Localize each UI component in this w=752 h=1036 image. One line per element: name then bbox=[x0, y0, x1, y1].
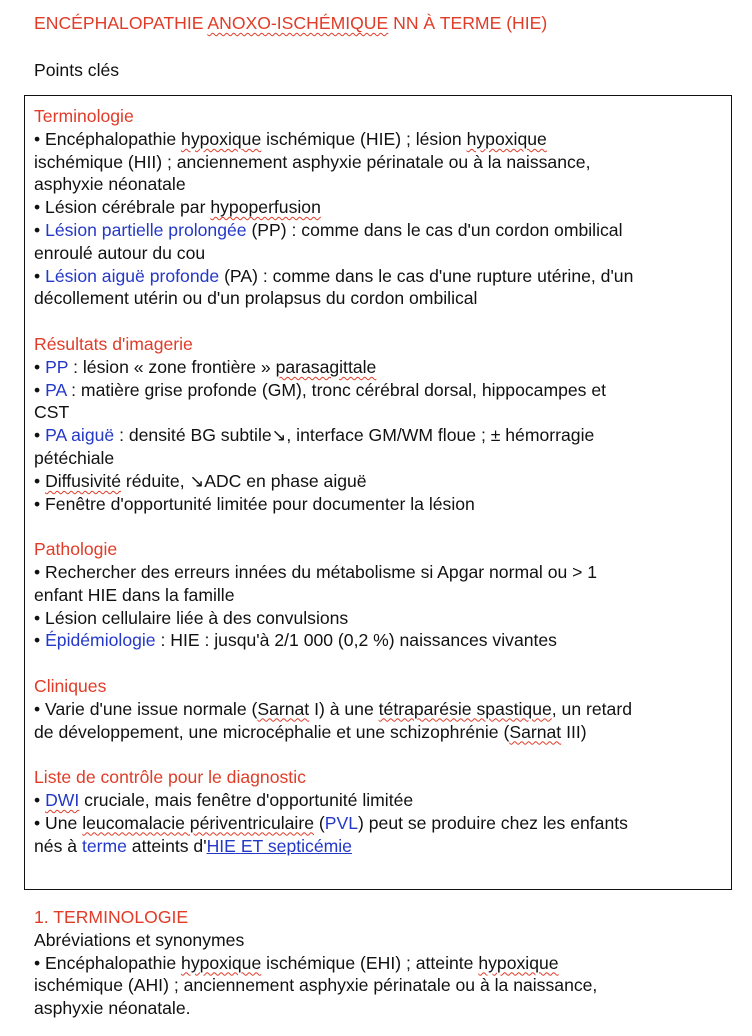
highlight-term: Lésion aiguë profonde bbox=[45, 265, 220, 286]
text-span: • bbox=[34, 265, 46, 286]
text-span: • bbox=[34, 379, 46, 400]
list-item bbox=[34, 629, 724, 652]
text-span: Diffusivité bbox=[45, 470, 122, 491]
highlight-term: PA bbox=[45, 379, 67, 400]
text-span: (PA) : comme dans le cas d'une rupture utérine, d'un bbox=[219, 265, 634, 286]
text-span: réduite, ↘ADC en phase aiguë bbox=[121, 470, 367, 491]
text-span: Sarnat bbox=[509, 721, 562, 742]
text-line: décollement utérin ou d'un prolapsus du cordon ombilical bbox=[34, 288, 478, 309]
highlight-term: Lésion partielle prolongée bbox=[45, 219, 247, 240]
key-points-box bbox=[24, 95, 732, 890]
text-span: hypoxique bbox=[478, 952, 559, 973]
text-line bbox=[34, 835, 724, 858]
et-link[interactable]: ET bbox=[240, 835, 263, 856]
text-line: CST bbox=[34, 402, 70, 423]
text-span: de développement, une microcéphalie et une schizophrénie ( bbox=[34, 721, 510, 742]
text-span: • bbox=[34, 470, 46, 491]
septicemie-link[interactable]: septicémie bbox=[262, 835, 352, 856]
list-item bbox=[34, 470, 724, 493]
text-span: : HIE : jusqu'à 2/1 000 (0,2 %) naissances vivantes bbox=[155, 630, 557, 651]
text-span: Sarnat bbox=[257, 698, 310, 719]
section-controle bbox=[34, 766, 724, 857]
list-item bbox=[34, 698, 724, 721]
text-span: • bbox=[34, 789, 46, 810]
text-span: : lésion « zone frontière » bbox=[68, 356, 276, 377]
list-item bbox=[34, 379, 724, 402]
highlight-term: PP bbox=[45, 356, 69, 377]
text-span: hypoxique bbox=[466, 128, 547, 149]
list-item bbox=[34, 196, 724, 219]
text-span: atteints d' bbox=[126, 835, 207, 856]
list-item bbox=[34, 812, 724, 835]
section-terminologie bbox=[34, 105, 724, 310]
list-item bbox=[34, 356, 724, 379]
text-span: • Encéphalopathie bbox=[34, 952, 182, 973]
title-spellcheck-word: ANOXO-ISCHÉMIQUE bbox=[207, 13, 389, 33]
text-span: • Varie d'une issue normale ( bbox=[34, 698, 258, 719]
page-title bbox=[34, 12, 547, 35]
section-heading: 1. TERMINOLOGIE bbox=[34, 907, 189, 927]
text-span: , un retard bbox=[551, 698, 632, 719]
subheading: Abréviations et synonymes bbox=[34, 929, 245, 950]
highlight-term: PVL bbox=[324, 812, 358, 833]
text-line: enroulé autour du cou bbox=[34, 242, 206, 263]
text-span: • Lésion cérébrale par bbox=[34, 197, 211, 218]
text-span: • bbox=[34, 630, 46, 651]
list-item bbox=[34, 952, 734, 975]
text-span: nés à bbox=[34, 835, 82, 856]
text-line bbox=[34, 721, 724, 744]
section-imagerie bbox=[34, 333, 724, 515]
text-span: • bbox=[34, 425, 46, 446]
text-span: I) à une bbox=[309, 698, 379, 719]
section-heading: Liste de contrôle pour le diagnostic bbox=[34, 767, 306, 788]
text-span: cruciale, mais fenêtre d'opportunité limitée bbox=[79, 789, 414, 810]
text-span: ) peut se produire chez les enfants bbox=[358, 812, 628, 833]
text-line: enfant HIE dans la famille bbox=[34, 584, 235, 605]
text-span: hypoxique bbox=[181, 952, 262, 973]
text-line: ischémique (AHI) ; anciennement asphyxie périnatale ou à la naissance, bbox=[34, 975, 598, 996]
list-item bbox=[34, 789, 724, 812]
list-item bbox=[34, 128, 724, 151]
text-span: hypoperfusion bbox=[210, 197, 321, 218]
list-item bbox=[34, 265, 724, 288]
list-item bbox=[34, 219, 724, 242]
section-pathologie bbox=[34, 538, 724, 652]
section-heading: Résultats d'imagerie bbox=[34, 333, 193, 354]
highlight-term: terme bbox=[81, 835, 127, 856]
text-span: ischémique (EHI) ; atteinte bbox=[261, 952, 479, 973]
text-span: ENCÉPHALOPATHIE bbox=[34, 13, 208, 33]
text-span: • bbox=[34, 356, 46, 377]
section-heading: Terminologie bbox=[34, 106, 134, 126]
list-item: • Lésion cellulaire liée à des convulsions bbox=[34, 607, 349, 628]
list-item bbox=[34, 424, 724, 447]
text-span: • Encéphalopathie bbox=[34, 128, 182, 149]
text-span: leucomalacie périventriculaire bbox=[82, 812, 314, 833]
section-1-terminologie bbox=[34, 906, 734, 1020]
text-line: ischémique (HII) ; anciennement asphyxie périnatale ou à la naissance, bbox=[34, 151, 591, 172]
section-heading: Pathologie bbox=[34, 539, 118, 560]
text-span: : matière grise profonde (GM), tronc cérébral dorsal, hippocampes et bbox=[66, 379, 607, 400]
text-line: pétéchiale bbox=[34, 447, 115, 468]
text-span: hypoxique bbox=[181, 128, 262, 149]
text-span: parasagittale bbox=[275, 356, 377, 377]
text-line: asphyxie néonatale bbox=[34, 174, 186, 195]
points-cles-label: Points clés bbox=[34, 60, 120, 80]
section-heading: Cliniques bbox=[34, 675, 107, 696]
text-span: : densité BG subtile↘, interface GM/WM floue ; ± hémorragie bbox=[114, 425, 595, 446]
highlight-term: PA aiguë bbox=[45, 425, 115, 446]
text-span: (PP) : comme dans le cas d'un cordon ombilical bbox=[246, 219, 623, 240]
text-span: III) bbox=[561, 721, 587, 742]
hie-link[interactable]: HIE bbox=[206, 835, 236, 856]
list-item: • Rechercher des erreurs innées du métabolisme si Apgar normal ou > 1 bbox=[34, 561, 598, 582]
text-line: asphyxie néonatale. bbox=[34, 998, 191, 1019]
section-cliniques bbox=[34, 675, 724, 743]
highlight-term: Épidémiologie bbox=[45, 630, 156, 651]
text-span: ischémique (HIE) ; lésion bbox=[261, 128, 467, 149]
highlight-term: DWI bbox=[45, 789, 80, 810]
text-span: • bbox=[34, 219, 46, 240]
text-span: • Une bbox=[34, 812, 83, 833]
list-item: • Fenêtre d'opportunité limitée pour documenter la lésion bbox=[34, 493, 475, 514]
text-span: NN À TERME (HIE) bbox=[388, 13, 548, 33]
text-span: tétraparésie spastique bbox=[378, 698, 552, 719]
text-span: ( bbox=[313, 812, 325, 833]
